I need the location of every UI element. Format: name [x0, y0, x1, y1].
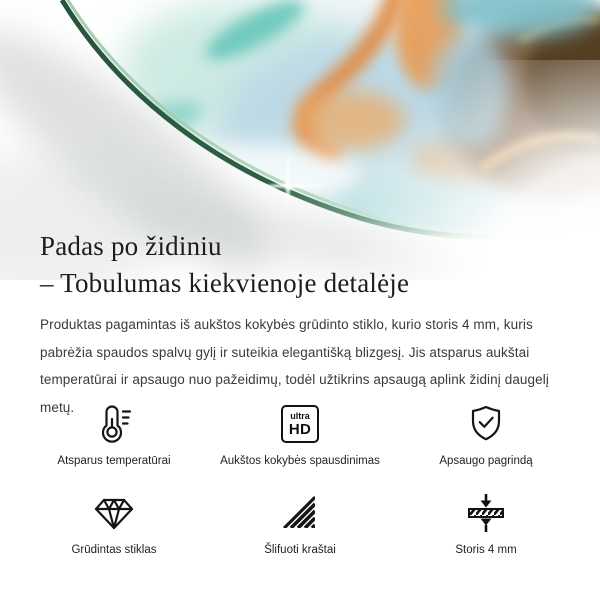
- page-title-line1: Padas po židiniu: [40, 231, 222, 261]
- thermometer-icon: [92, 402, 136, 446]
- polished-edges-icon: [280, 491, 320, 535]
- ultra-hd-icon: [281, 402, 319, 446]
- product-description-text: Produktas pagamintas iš aukštos kokybės grūdinto stiklo, kurio storis 4 mm, kuris pabrėžia spaudos spalvų gylį ir suteikia elegantišką blizgesį. Jis atsparus aukštai temperatūrai ir apsaugo nuo pažeidimų, todėl užtikrins apsaugą aplink židinį daugelį metų.: [40, 317, 549, 415]
- feature-label: Storis 4 mm: [455, 544, 517, 556]
- feature-heat-resistant: [21, 402, 207, 467]
- page-title-line2: – Tobulumas kiekvienoje detalėje: [40, 268, 410, 298]
- feature-label: Grūdintas stiklas: [71, 544, 157, 556]
- ultra-hd-icon-text-bottom: HD: [288, 420, 312, 438]
- feature-thickness: [393, 491, 579, 556]
- shield-check-icon: [464, 402, 508, 446]
- feature-label: Aukštos kokybės spausdinimas: [220, 455, 380, 467]
- feature-polished-edges: [207, 491, 393, 556]
- ultra-hd-icon-text-top: ultra: [290, 410, 310, 421]
- feature-print-quality: [207, 402, 393, 467]
- feature-label: Šlifuoti kraštai: [264, 544, 336, 556]
- feature-grid: [21, 402, 579, 556]
- thickness-icon: [464, 491, 508, 535]
- diamond-icon: [91, 491, 137, 535]
- feature-tempered-glass: [21, 491, 207, 556]
- feature-label: Atsparus temperatūrai: [57, 455, 171, 467]
- feature-protects-base: [393, 402, 579, 467]
- page-title: [40, 228, 580, 302]
- feature-label: Apsaugo pagrindą: [439, 455, 533, 467]
